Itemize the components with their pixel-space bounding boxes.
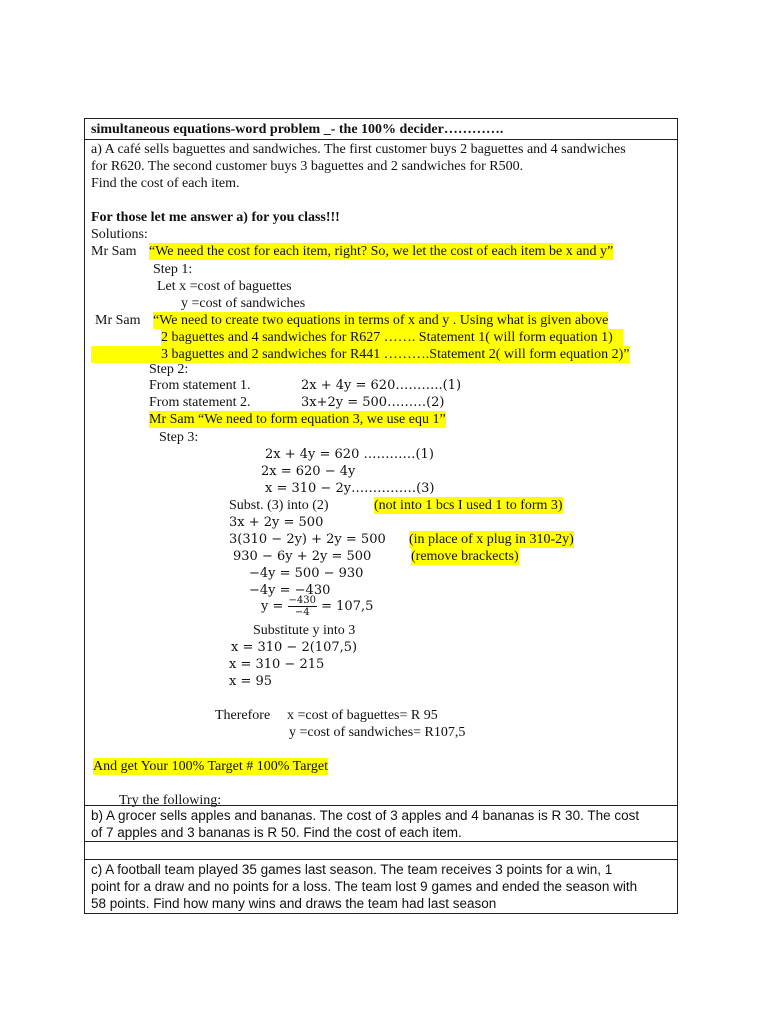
- y-fraction-line: [261, 594, 373, 620]
- step3-line5: 3(310 − 2y) + 2y = 500: [229, 532, 386, 547]
- step3-line6: 930 − 6y + 2y = 500: [233, 549, 372, 564]
- step2-label: Step 2:: [149, 362, 189, 377]
- note-3: (remove brackects): [411, 549, 519, 564]
- y-eq-suffix: = 107,5: [321, 599, 374, 614]
- step3-line8: −4y = −430: [249, 583, 331, 598]
- therefore-text: Therefore: [215, 708, 271, 723]
- y-eq-prefix: y =: [261, 599, 284, 614]
- quote-3: Mr Sam “We need to form equation 3, we use equ 1”: [149, 412, 446, 427]
- step3-line11: x = 95: [229, 674, 273, 689]
- problem-c-line1: c) A football team played 35 games last season. The team receives 3 points for a win, 1: [91, 862, 613, 877]
- step3-line3: x = 310 − 2y……………(3): [265, 481, 435, 496]
- quote-2-line2: 2 baguettes and 4 sandwiches for R627 ……. Statement 1( will form equation 1): [161, 329, 623, 346]
- step3-label: Step 3:: [159, 430, 199, 445]
- note-2: (in place of x plug in 310-2y): [409, 532, 574, 547]
- problem-b-line1: b) A grocer sells apples and bananas. The cost of 3 apples and 4 bananas is R 30. The cost: [91, 808, 640, 823]
- solution-cell: [84, 139, 678, 806]
- step1-label: Step 1:: [153, 262, 193, 277]
- problem-b-line2: of 7 apples and 3 bananas is R 50. Find the cost of each item.: [91, 825, 462, 840]
- subst-text: Subst. (3) into (2): [229, 498, 329, 513]
- quote-2-line3: 3 baguettes and 2 sandwiches for R441 ……….Statement 2( will form equation 2)”: [91, 346, 630, 363]
- step3-line1: 2x + 4y = 620 …………(1): [265, 447, 434, 462]
- step3-line2: 2x = 620 − 4y: [261, 464, 356, 479]
- fraction-numerator: −430: [288, 595, 316, 606]
- let-y: y =cost of sandwiches: [181, 296, 306, 311]
- speaker-label: Mr Sam: [91, 244, 137, 259]
- problem-a-line2: for R620. The second customer buys 3 baguettes and 2 sandwiches for R500.: [91, 159, 524, 174]
- speaker-label-2: Mr Sam: [95, 313, 141, 328]
- spacer-cell: [84, 841, 678, 860]
- problem-a-line3: Find the cost of each item.: [91, 176, 240, 191]
- substitute-y-text: Substitute y into 3: [253, 623, 356, 638]
- statement-2-label: From statement 2.: [149, 395, 251, 410]
- fraction-denominator: −4: [294, 607, 310, 618]
- problem-c-cell: [84, 859, 678, 914]
- problem-a-line1: a) A café sells baguettes and sandwiches. The first customer buys 2 baguettes and 4 sandwiches: [91, 142, 626, 157]
- problem-c-line3: 58 points. Find how many wins and draws the team had last season: [91, 896, 497, 911]
- problem-b-cell: [84, 805, 678, 842]
- quote-1: “We need the cost for each item, right? So, we let the cost of each item be x and y”: [149, 244, 614, 259]
- fraction: [288, 595, 317, 618]
- step3-line7: −4y = 500 − 930: [249, 566, 364, 581]
- target-banner: And get Your 100% Target # 100% Target: [93, 759, 328, 774]
- step3-line4: 3x + 2y = 500: [229, 515, 324, 530]
- equation-1: 2x + 4y = 620………..(1): [301, 378, 462, 393]
- answer-x: x =cost of baguettes= R 95: [287, 708, 438, 723]
- worksheet-title: simultaneous equations-word problem _- the 100% decider………….: [91, 122, 504, 137]
- worksheet: [84, 118, 680, 914]
- note-1: (not into 1 bcs I used 1 to form 3): [374, 498, 563, 513]
- step3-line10: x = 310 − 215: [229, 657, 325, 672]
- problem-c-line2: point for a draw and no points for a loss. The team lost 9 games and ended the season with: [91, 879, 638, 894]
- equation-2: 3x+2y = 500………(2): [301, 395, 445, 410]
- step3-line9: x = 310 − 2(107,5): [231, 640, 358, 655]
- try-text: Try the following:: [119, 793, 222, 808]
- quote-2-line1: “We need to create two equations in terms of x and y . Using what is given above: [153, 313, 609, 328]
- header-cell: [84, 118, 678, 140]
- solutions-label: Solutions:: [91, 227, 148, 242]
- intro-text: For those let me answer a) for you class!!!: [91, 210, 340, 225]
- statement-1-label: From statement 1.: [149, 378, 251, 393]
- let-x: Let x =cost of baguettes: [157, 279, 292, 294]
- answer-y: y =cost of sandwiches= R107,5: [289, 725, 466, 740]
